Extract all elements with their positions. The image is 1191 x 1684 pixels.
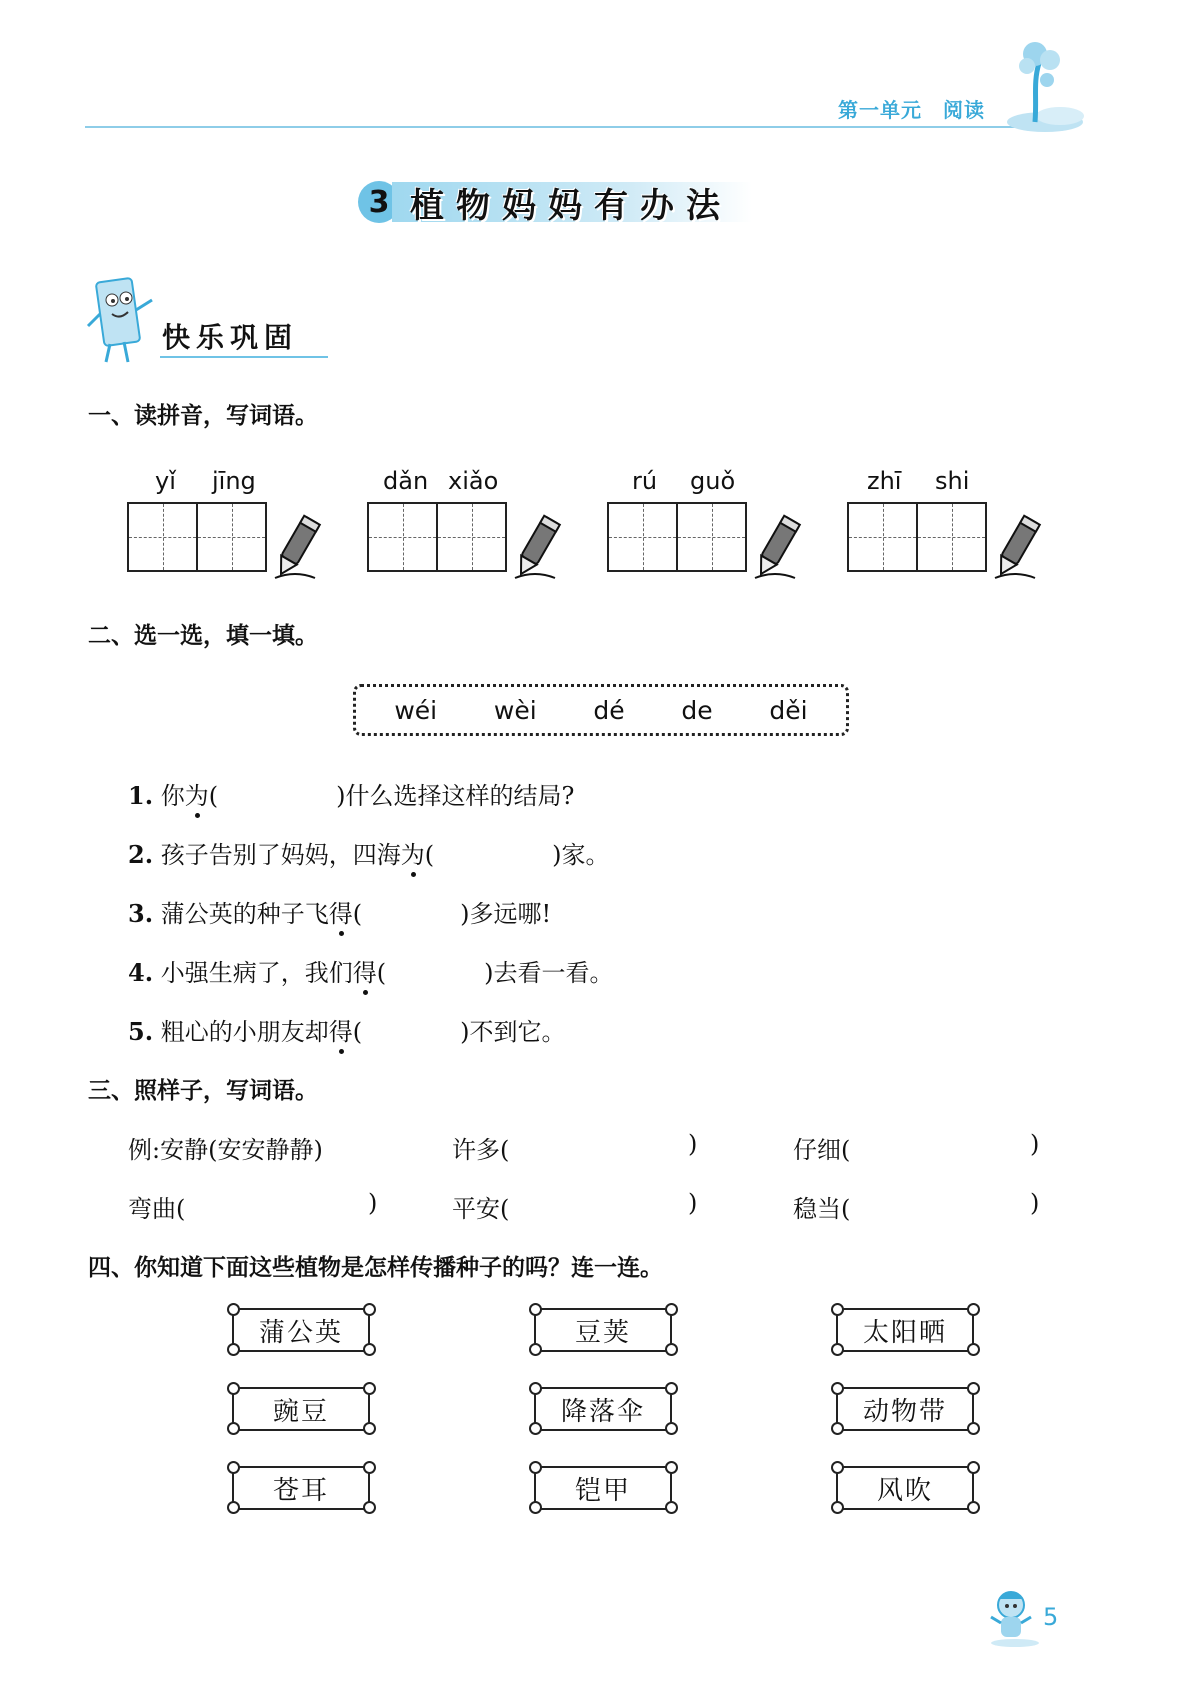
knot-corner-icon — [665, 1422, 678, 1435]
sentence-2 — [128, 835, 609, 870]
ruler-mascot-icon — [84, 274, 160, 366]
method-label: 太阳晒 — [836, 1308, 974, 1352]
pinyin: shi — [935, 467, 970, 495]
writing-grid[interactable] — [847, 502, 987, 572]
pencil-icon — [265, 512, 327, 584]
title-text: 植物妈妈有办法 — [410, 185, 732, 226]
sentence-1 — [128, 776, 574, 811]
sentence-4 — [128, 953, 613, 988]
word-prompt: 许多( — [452, 1136, 510, 1164]
dotted-char: 为 — [400, 841, 425, 869]
title-band — [392, 182, 752, 226]
knot-corner-icon — [831, 1343, 844, 1356]
section-banner: 快乐巩固 — [162, 321, 299, 354]
knot-corner-icon — [227, 1343, 240, 1356]
tree-icon — [1005, 38, 1091, 134]
word-prompt: 稳当( — [793, 1195, 851, 1223]
unit-label: 第一单元 阅读 — [838, 98, 985, 122]
pencil-icon — [745, 512, 807, 584]
knot-corner-icon — [227, 1382, 240, 1395]
pencil-icon — [985, 512, 1047, 584]
knot-corner-icon — [665, 1461, 678, 1474]
method-box[interactable] — [832, 1462, 978, 1514]
word-prompt: 弯曲( — [128, 1195, 186, 1223]
knot-corner-icon — [227, 1501, 240, 1514]
knot-corner-icon — [529, 1303, 542, 1316]
writing-grid[interactable] — [367, 502, 507, 572]
knot-corner-icon — [363, 1461, 376, 1474]
dotted-char: 为 — [184, 782, 209, 810]
pinyin: zhī — [867, 467, 902, 495]
num: 1. — [128, 781, 154, 810]
pinyin: dǎn — [383, 467, 429, 495]
knot-corner-icon — [967, 1382, 980, 1395]
knot-corner-icon — [529, 1422, 542, 1435]
knot-corner-icon — [363, 1303, 376, 1316]
num: 2. — [128, 840, 154, 869]
paren: ( — [352, 1018, 363, 1046]
q1-heading: 一、读拼音，写词语。 — [88, 403, 318, 429]
knot-corner-icon — [529, 1461, 542, 1474]
plant-box[interactable] — [228, 1304, 374, 1356]
knot-corner-icon — [967, 1303, 980, 1316]
knot-corner-icon — [967, 1501, 980, 1514]
q4-heading: 四、你知道下面这些植物是怎样传播种子的吗？连一连。 — [88, 1255, 663, 1281]
knot-corner-icon — [363, 1501, 376, 1514]
pinyin: jīng — [212, 467, 256, 495]
paren: ( — [424, 841, 435, 869]
dotted-char: 得 — [352, 959, 377, 987]
plant-label: 苍耳 — [232, 1466, 370, 1510]
word-prompt: 仔细( — [793, 1136, 851, 1164]
method-label: 风吹 — [836, 1466, 974, 1510]
paren: ) — [460, 900, 470, 928]
knot-corner-icon — [967, 1343, 980, 1356]
knot-corner-icon — [227, 1303, 240, 1316]
sentence-5 — [128, 1012, 565, 1047]
plant-box[interactable] — [228, 1383, 374, 1435]
text: 家。 — [561, 841, 610, 869]
text: 不到它。 — [469, 1018, 566, 1046]
num: 4. — [128, 958, 154, 987]
knot-corner-icon — [831, 1501, 844, 1514]
option: wéi — [394, 695, 438, 725]
pinyin: yǐ — [155, 467, 176, 495]
pinyin: guǒ — [690, 467, 736, 495]
knot-corner-icon — [967, 1461, 980, 1474]
pinyin-options — [353, 684, 849, 736]
seed-label: 铠甲 — [534, 1466, 672, 1510]
dotted-char: 得 — [328, 1018, 353, 1046]
text: 孩子告别了妈妈，四海 — [160, 841, 401, 869]
q3-heading: 三、照样子，写词语。 — [88, 1078, 318, 1104]
plant-label: 蒲公英 — [232, 1308, 370, 1352]
knot-corner-icon — [227, 1461, 240, 1474]
option: děi — [769, 695, 808, 725]
knot-corner-icon — [665, 1382, 678, 1395]
knot-corner-icon — [665, 1303, 678, 1316]
knot-corner-icon — [529, 1343, 542, 1356]
text: 多远哪! — [469, 900, 552, 928]
method-box[interactable] — [832, 1304, 978, 1356]
paren: ( — [376, 959, 387, 987]
plant-label: 豌豆 — [232, 1387, 370, 1431]
banner-underline — [160, 356, 328, 358]
text: 去看一看。 — [493, 959, 614, 987]
seed-box[interactable] — [530, 1304, 676, 1356]
knot-corner-icon — [529, 1501, 542, 1514]
option: de — [681, 695, 713, 725]
knot-corner-icon — [363, 1422, 376, 1435]
paren: ) — [1030, 1130, 1040, 1158]
knot-corner-icon — [831, 1461, 844, 1474]
paren: ) — [368, 1189, 378, 1217]
knot-corner-icon — [831, 1422, 844, 1435]
paren: ) — [552, 841, 562, 869]
writing-grid[interactable] — [607, 502, 747, 572]
lesson-title — [358, 178, 752, 226]
pinyin: rú — [632, 467, 658, 495]
knot-corner-icon — [363, 1382, 376, 1395]
paren: ) — [336, 782, 346, 810]
paren: ( — [208, 782, 219, 810]
knot-corner-icon — [831, 1303, 844, 1316]
seed-label: 降落伞 — [534, 1387, 672, 1431]
paren: ) — [1030, 1189, 1040, 1217]
pencil-icon — [505, 512, 567, 584]
writing-grid[interactable] — [127, 502, 267, 572]
paren: ) — [688, 1189, 698, 1217]
pinyin: xiǎo — [448, 467, 499, 495]
word-prompt: 平安( — [452, 1195, 510, 1223]
text: 蒲公英的种子飞 — [160, 900, 329, 928]
text: 粗心的小朋友却 — [160, 1018, 329, 1046]
option: dé — [593, 695, 625, 725]
paren: ) — [460, 1018, 470, 1046]
method-box[interactable] — [832, 1383, 978, 1435]
num: 3. — [128, 899, 154, 928]
text: 小强生病了，我们 — [160, 959, 353, 987]
kid-mascot-icon — [985, 1587, 1041, 1647]
dotted-char: 得 — [328, 900, 353, 928]
sentence-3 — [128, 894, 551, 929]
knot-corner-icon — [665, 1343, 678, 1356]
paren: ) — [484, 959, 494, 987]
knot-corner-icon — [529, 1382, 542, 1395]
lesson-number: 3 — [358, 181, 400, 223]
text: 你 — [160, 782, 185, 810]
plant-box[interactable] — [228, 1462, 374, 1514]
num: 5. — [128, 1017, 154, 1046]
paren: ( — [352, 900, 363, 928]
knot-corner-icon — [363, 1343, 376, 1356]
q2-heading: 二、选一选，填一填。 — [88, 623, 318, 649]
method-label: 动物带 — [836, 1387, 974, 1431]
knot-corner-icon — [831, 1382, 844, 1395]
option: wèi — [493, 695, 537, 725]
example-word: 例:安静(安安静静) — [128, 1136, 323, 1164]
paren: ) — [688, 1130, 698, 1158]
header-rule — [85, 126, 1065, 128]
page-number: 5 — [1043, 1603, 1059, 1631]
knot-corner-icon — [665, 1501, 678, 1514]
knot-corner-icon — [967, 1422, 980, 1435]
seed-box[interactable] — [530, 1383, 676, 1435]
seed-label: 豆荚 — [534, 1308, 672, 1352]
seed-box[interactable] — [530, 1462, 676, 1514]
text: 什么选择这样的结局? — [345, 782, 575, 810]
knot-corner-icon — [227, 1422, 240, 1435]
